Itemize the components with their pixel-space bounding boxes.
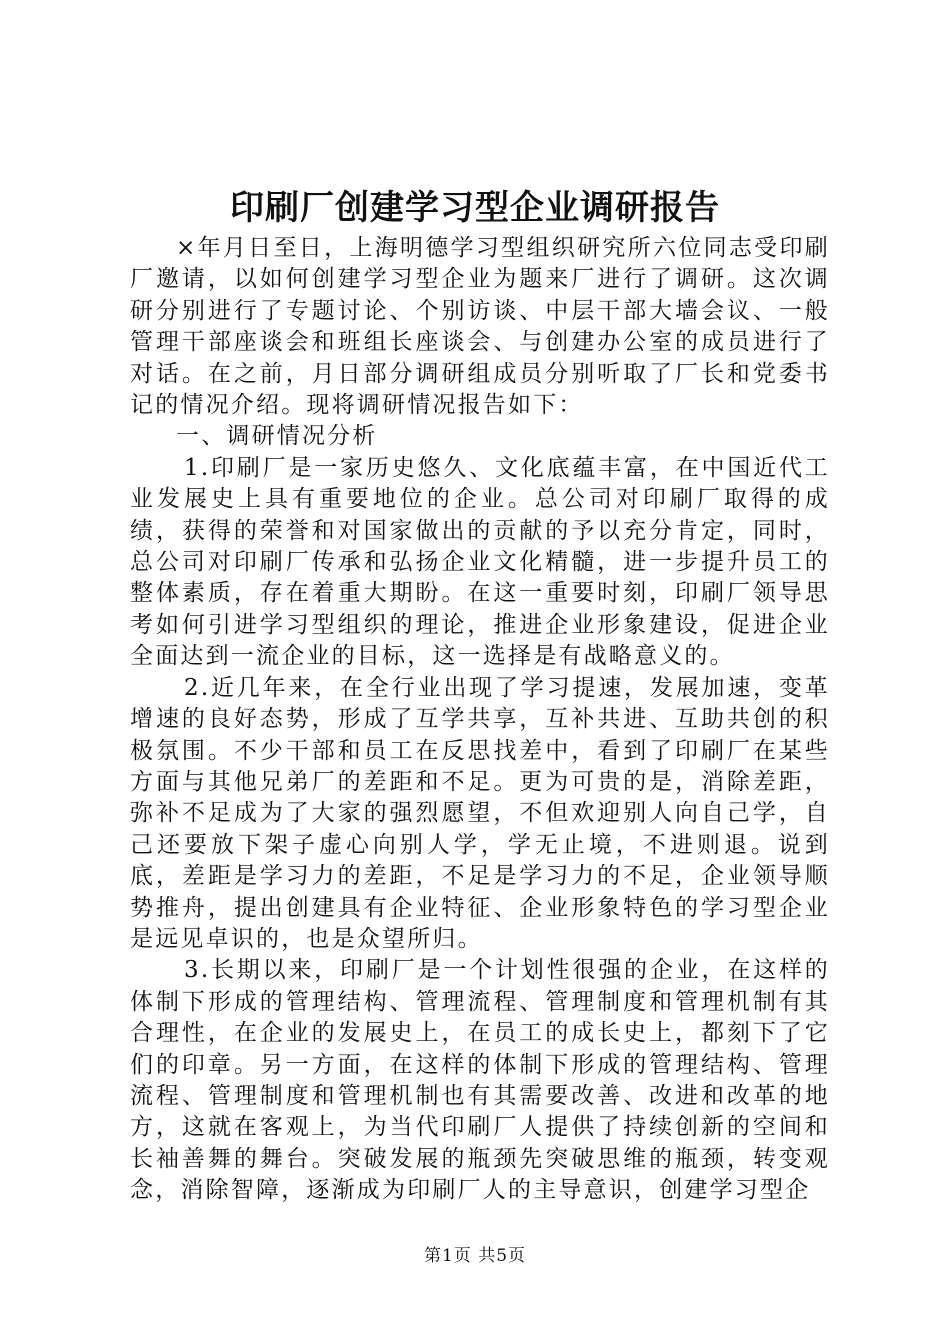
point-1-paragraph: 1.印刷厂是一家历史悠久、文化底蕴丰富，在中国近代工业发展史上具有重要地位的企业。总公司对印刷厂取得的成绩，获得的荣誉和对国家做出的贡献的予以充分肯定，同时，总公司对印刷厂传承和弘扬企业文化精髓，进一步提升员工的整体素质，存在着重大期盼。在这一重要时刻，印刷厂领导思考如何引进学习型组织的理论，推进企业形象建设，促进企业全面达到一流企业的目标，这一选择是有战略意义的。 xyxy=(130,454,830,670)
intro-paragraph: ×年月日至日，上海明德学习型组织研究所六位同志受印刷厂邀请，以如何创建学习型企业为题来厂进行了调研。这次调研分别进行了专题讨论、个别访谈、中层干部大墙会议、一般管理干部座谈会和班组长座谈会、与创建办公室的成员进行了对话。在之前，月日部分调研组成员分别听取了厂长和党委书记的情况介绍。现将调研情况报告如下： xyxy=(130,235,830,419)
document-title: 印刷厂创建学习型企业调研报告 xyxy=(230,188,720,228)
document-body xyxy=(130,233,830,1207)
page-footer: 第1页 共5页 xyxy=(423,1246,527,1266)
point-2-paragraph: 2.近几年来，在全行业出现了学习提速，发展加速，变革增速的良好态势，形成了互学共享，互补共进、互助共创的积极氛围。不少干部和员工在反思找差中，看到了印刷厂在某些方面与其他兄弟厂的差距和不足。更为可贵的是，消除差距，弥补不足成为了大家的强烈愿望，不但欢迎别人向自己学，自己还要放下架子虚心向别人学，学无止境，不进则退。说到底，差距是学习力的差距，不足是学习力的不足，企业领导顺势推舟，提出创建具有企业特征、企业形象特色的学习型企业是远见卓识的，也是众望所归。 xyxy=(130,674,830,952)
section-heading: 一、调研情况分析 xyxy=(176,423,378,450)
point-3-paragraph: 3.长期以来，印刷厂是一个计划性很强的企业，在这样的体制下形成的管理结构、管理流程、管理制度和管理机制有其合理性，在企业的发展史上，在员工的成长史上，都刻下了它们的印章。另一方面，在这样的体制下形成的管理结构、管理流程、管理制度和管理机制也有其需要改善、改进和改革的地方，这就在客观上，为当代印刷厂人提供了持续创新的空间和长袖善舞的舞台。突破发展的瓶颈先突破思维的瓶颈，转变观念，消除智障，逐渐成为印刷厂人的主导意识，创建学习型企 xyxy=(130,957,830,1204)
